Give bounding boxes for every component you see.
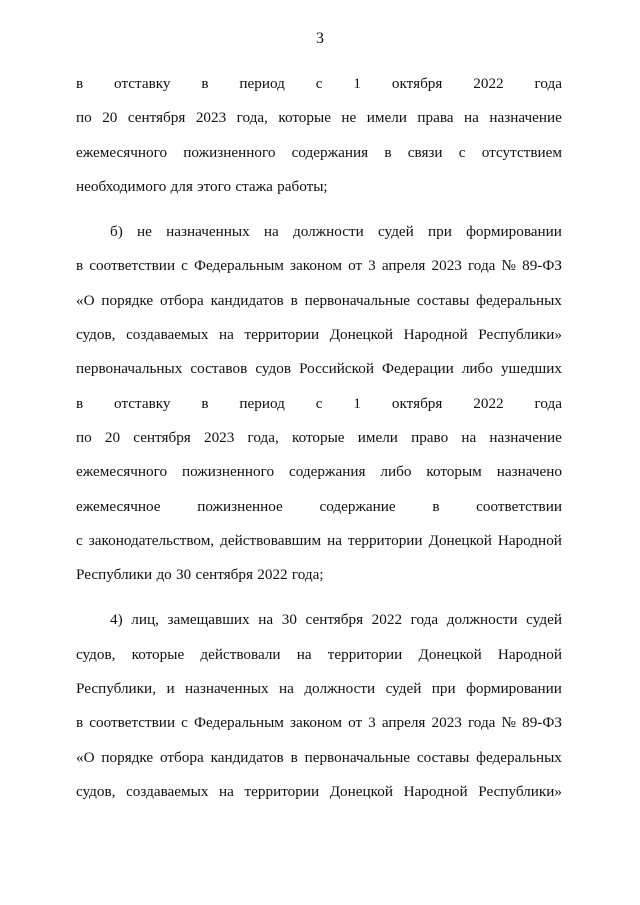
- word: в: [201, 75, 209, 92]
- word: создаваемых: [126, 782, 209, 800]
- text-line: [76, 747, 562, 781]
- word: лиц,: [131, 611, 159, 629]
- text-line: [76, 678, 562, 712]
- text-line: [76, 530, 562, 564]
- word: действовали: [200, 645, 281, 663]
- word: ушедших: [500, 360, 562, 378]
- word: имели: [357, 428, 398, 446]
- text-line: [76, 73, 562, 107]
- word: первоначальных: [76, 360, 183, 378]
- word: соответствии: [89, 257, 176, 275]
- word: кандидатов: [210, 291, 284, 309]
- word: апреля: [381, 714, 426, 732]
- word: назначение: [489, 428, 562, 446]
- word: период: [239, 75, 285, 92]
- word: ежемесячного: [76, 143, 168, 161]
- word: законом: [290, 714, 342, 732]
- word: по: [76, 109, 92, 127]
- word: 20: [104, 428, 121, 446]
- word: 2023: [195, 109, 227, 127]
- word: в: [432, 497, 440, 515]
- word: содержания: [289, 463, 366, 481]
- word: сентября: [195, 566, 253, 584]
- word: либо: [380, 463, 412, 481]
- word: 2022: [473, 75, 504, 92]
- word: право: [411, 428, 449, 446]
- word: в: [384, 143, 392, 161]
- word: октября: [391, 394, 443, 412]
- text-line: [76, 290, 562, 324]
- word: Донецкой: [329, 782, 393, 800]
- word: должности: [292, 223, 364, 241]
- text-line: [76, 496, 562, 530]
- word: на: [327, 531, 342, 549]
- text-line: [76, 781, 562, 815]
- word: года,: [236, 109, 268, 127]
- word: 2023: [203, 428, 235, 446]
- word: 1: [353, 394, 361, 412]
- word: при: [431, 680, 456, 698]
- word: 2022: [371, 611, 403, 629]
- word: назначенных: [166, 223, 250, 241]
- word: Народной: [403, 326, 468, 344]
- text-line: [76, 427, 562, 461]
- word: Федеральным: [193, 257, 284, 275]
- word: имели: [366, 109, 407, 127]
- word: составов: [190, 360, 248, 378]
- word: содержания: [291, 143, 369, 161]
- word: федеральных: [476, 291, 562, 309]
- word: для: [170, 177, 193, 195]
- word: Народной: [497, 531, 562, 549]
- word: которые: [291, 428, 345, 446]
- word: с: [76, 531, 83, 549]
- word: судей: [526, 611, 562, 629]
- word: в: [76, 257, 84, 275]
- word: ежемесячное: [76, 497, 161, 515]
- word: года,: [247, 428, 279, 446]
- word: 2023: [431, 257, 462, 275]
- word: кандидатов: [210, 748, 284, 766]
- word: Донецкой: [428, 531, 492, 549]
- word: 2022: [257, 566, 288, 584]
- word: 2023: [431, 714, 462, 732]
- word: необходимого: [76, 177, 167, 195]
- word: года: [467, 714, 496, 732]
- word: не: [137, 223, 152, 241]
- text-line: [76, 142, 562, 176]
- word: Донецкой: [329, 326, 393, 344]
- word: б): [110, 223, 123, 241]
- word: 89-ФЗ: [522, 714, 562, 732]
- word: и: [166, 680, 175, 698]
- word: года;: [291, 566, 324, 584]
- word: на: [219, 326, 234, 344]
- word: №: [501, 257, 517, 275]
- word: 3: [368, 257, 376, 275]
- word: года: [467, 257, 496, 275]
- text-line: [76, 712, 562, 746]
- word: сентября: [305, 611, 364, 629]
- word: составы: [416, 291, 470, 309]
- word: на: [296, 645, 312, 663]
- word: Донецкой: [418, 645, 482, 663]
- word: содержание: [319, 497, 396, 515]
- word: не: [341, 109, 357, 127]
- word: отсутствием: [481, 143, 562, 161]
- word: порядке: [101, 291, 154, 309]
- word: Республики»: [478, 782, 562, 800]
- text-line: [76, 461, 562, 495]
- word: с: [315, 394, 323, 412]
- word: назначено: [496, 463, 562, 481]
- word: пожизненного: [183, 143, 276, 161]
- word: 3: [368, 714, 376, 732]
- word: года: [534, 75, 562, 92]
- word: 20: [102, 109, 118, 127]
- word: пожизненное: [197, 497, 283, 515]
- word: «О: [76, 291, 95, 309]
- word: соответствии: [89, 714, 176, 732]
- word: сентября: [133, 428, 191, 446]
- word: первоначальные: [304, 291, 411, 309]
- word: отставку: [114, 394, 171, 412]
- word: отбора: [160, 291, 204, 309]
- word: до: [156, 566, 172, 584]
- word: в: [76, 394, 84, 412]
- word: пожизненного: [181, 463, 275, 481]
- word: с: [181, 257, 188, 275]
- text-line: [76, 564, 562, 598]
- word: которые: [278, 109, 331, 127]
- word: назначенных: [185, 680, 269, 698]
- text-line: [76, 176, 562, 210]
- word: Российской: [299, 360, 374, 378]
- word: судов: [255, 360, 292, 378]
- text-line: [76, 609, 562, 643]
- text-line: [76, 358, 562, 392]
- word: Народной: [497, 645, 562, 663]
- word: «О: [76, 748, 95, 766]
- word: законом: [290, 257, 342, 275]
- word: с: [315, 75, 323, 92]
- word: замещавших: [167, 611, 250, 629]
- word: 4): [110, 611, 123, 629]
- word: либо: [461, 360, 493, 378]
- word: работы;: [277, 177, 328, 195]
- word: 1: [353, 75, 361, 92]
- word: в: [76, 75, 84, 92]
- word: на: [279, 680, 294, 698]
- word: формировании: [466, 680, 562, 698]
- word: 30: [281, 611, 297, 629]
- text-line: [76, 255, 562, 289]
- word: от: [348, 257, 363, 275]
- word: с: [181, 714, 188, 732]
- word: на: [461, 428, 477, 446]
- word: ежемесячного: [76, 463, 168, 481]
- word: территории: [327, 645, 403, 663]
- word: года: [410, 611, 439, 629]
- word: территории: [244, 782, 320, 800]
- word: октября: [391, 75, 443, 92]
- word: на: [258, 611, 274, 629]
- word: которые: [131, 645, 185, 663]
- text-line: [76, 107, 562, 141]
- text-line: [76, 644, 562, 678]
- word: территории: [347, 531, 423, 549]
- word: по: [76, 428, 92, 446]
- word: порядке: [101, 748, 154, 766]
- text-line: [76, 324, 562, 358]
- word: Республики,: [76, 680, 156, 698]
- word: Федеральным: [193, 714, 284, 732]
- text-line: [76, 393, 562, 427]
- document-body: [76, 73, 562, 815]
- word: №: [501, 714, 517, 732]
- word: судов,: [76, 326, 116, 344]
- word: на: [219, 782, 234, 800]
- word: при: [428, 223, 452, 241]
- word: этого: [197, 177, 232, 195]
- word: 2022: [473, 394, 504, 412]
- word: в: [290, 291, 298, 309]
- word: на: [263, 223, 279, 241]
- word: 89-ФЗ: [522, 257, 562, 275]
- word: связи: [407, 143, 443, 161]
- word: Республики: [76, 566, 153, 584]
- word: назначение: [489, 109, 562, 127]
- text-line: [76, 221, 562, 255]
- word: действовавшим: [220, 531, 322, 549]
- word: апреля: [381, 257, 426, 275]
- word: в: [76, 714, 84, 732]
- word: сентября: [127, 109, 186, 127]
- word: 30: [176, 566, 192, 584]
- word: Федерации: [382, 360, 454, 378]
- word: года: [534, 394, 562, 412]
- word: судов,: [76, 645, 116, 663]
- word: с: [458, 143, 466, 161]
- word: должности: [446, 611, 518, 629]
- word: от: [348, 714, 363, 732]
- word: отбора: [160, 748, 204, 766]
- word: отставку: [114, 75, 171, 92]
- word: период: [239, 394, 285, 412]
- word: Народной: [403, 782, 468, 800]
- word: стажа: [235, 177, 273, 195]
- word: составы: [416, 748, 470, 766]
- word: судей: [385, 680, 422, 698]
- word: создаваемых: [126, 326, 209, 344]
- word: права: [417, 109, 454, 127]
- word: должности: [304, 680, 376, 698]
- word: судей: [378, 223, 414, 241]
- page-number: 3: [316, 30, 324, 47]
- word: законодательством,: [88, 531, 215, 549]
- word: в: [201, 394, 209, 412]
- word: федеральных: [476, 748, 562, 766]
- word: судов,: [76, 782, 116, 800]
- word: Республики»: [478, 326, 562, 344]
- word: в: [290, 748, 298, 766]
- word: на: [464, 109, 479, 127]
- word: соответствии: [476, 497, 562, 515]
- word: которым: [426, 463, 482, 481]
- word: первоначальные: [304, 748, 411, 766]
- word: формировании: [466, 223, 562, 241]
- word: территории: [244, 326, 320, 344]
